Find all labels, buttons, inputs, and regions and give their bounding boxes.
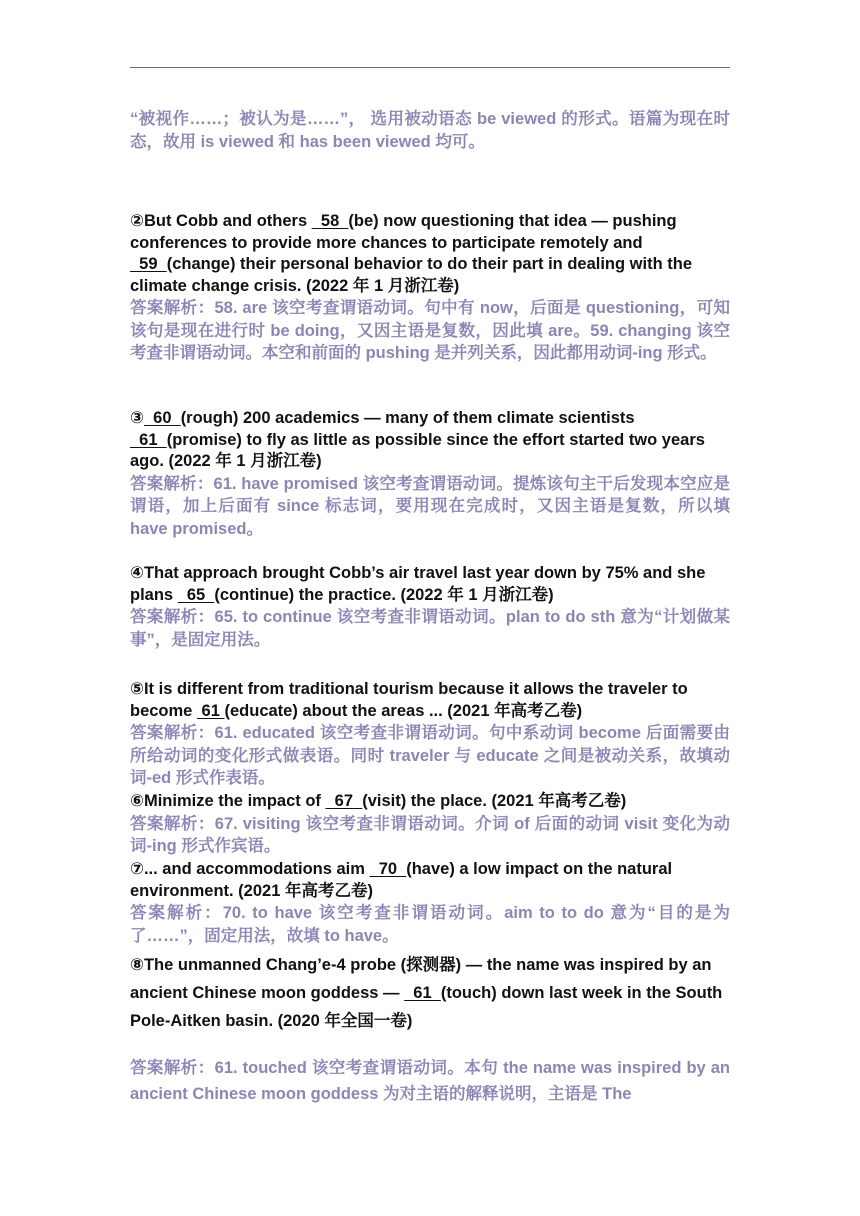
answer-blank: 67 <box>325 792 363 810</box>
answer-text: 答案解析：61. touched 该空考查谓语动词。本句 the name was inspired by an ancient Chinese moon goddess 为对主语的解释说明，主语是 The <box>130 1059 730 1103</box>
item-8 <box>130 951 730 1107</box>
question-segment: (have) a low impact on the natural environment. (2021 年高考乙卷) <box>130 860 673 900</box>
answer-text: 答案解析：70. to have 该空考查非谓语动词。aim to to do 意为“目的是为了……”，固定用法，故填 to have。 <box>130 904 730 945</box>
answer-text: 答案解析：67. visiting 该空考查非谓语动词。介词 of 后面的动词 visit 变化为动词-ing 形式作宾语。 <box>130 814 730 855</box>
answer-blank: 58 <box>311 212 349 230</box>
answer-text: 答案解析：61. educated 该空考查非谓语动词。句中系动词 become 后面需要由所给动词的变化形式做表语。同时 traveler 与 educate 之间是被动关系，故填动词-ed 形式作表语。 <box>130 724 730 787</box>
item-3 <box>130 408 730 540</box>
answer-text: 答案解析：58. are 该空考查谓语动词。句中有 now，后面是 questioning，可知该句是现在进行时 be doing，又因主语是复数，因此填 are。59. changing 该空考查非谓语动词。本空和前面的 pushing 是并列关系，因此都用动词-ing 形式。 <box>130 299 730 362</box>
question-segment: ⑧The unmanned Chang’e-4 probe (探测器) — the name was inspired by an ancient Chinese moon goddess — <box>130 956 712 1002</box>
answer-text: “被视作……；被认为是……”， 选用被动语态 be viewed 的形式。语篇为现在时态，故用 is viewed 和 has been viewed 均可。 <box>130 110 730 151</box>
question-text <box>130 211 730 297</box>
question-segment: (rough) 200 academics — many of them climate scientists <box>180 409 635 427</box>
answer-blank: 70 <box>369 860 407 878</box>
answer-text: 答案解析：61. have promised 该空考查谓语动词。提炼该句主干后发现本空应是谓语，加上后面有 since 标志词，要用现在完成时，又因主语是复数，所以填 have promised。 <box>130 474 730 538</box>
answer-blank: 61 <box>196 701 225 720</box>
item-4 <box>130 563 730 651</box>
item-2 <box>130 211 730 365</box>
question-text <box>130 791 730 813</box>
top-answer-block <box>130 108 730 153</box>
item-6 <box>130 791 730 858</box>
question-segment: (educate) about the areas ... (2021 年高考乙卷) <box>224 701 583 720</box>
item-7 <box>130 859 730 947</box>
question-segment: (touch) down last week in the South Pole-Aitken basin. (2020 年全国一卷) <box>130 984 723 1030</box>
question-text <box>130 408 730 473</box>
question-segment: (be) now questioning that idea — pushing conferences to provide more chances to participate remotely and <box>130 212 677 252</box>
question-segment: ②But Cobb and others <box>130 212 312 230</box>
question-segment: ③ <box>130 409 144 427</box>
question-text <box>130 951 730 1035</box>
question-segment: (visit) the place. (2021 年高考乙卷) <box>362 792 627 810</box>
question-text <box>130 563 730 606</box>
answer-blank: 61 <box>130 430 167 449</box>
question-segment: ⑥Minimize the impact of <box>130 792 326 810</box>
question-segment: (promise) to fly as little as possible since the effort started two years ago. (2022 年 1 月浙江卷) <box>130 430 705 470</box>
answer-text: 答案解析：65. to continue 该空考查非谓语动词。plan to do sth 意为“计划做某事”，是固定用法。 <box>130 608 730 649</box>
question-text <box>130 859 730 902</box>
answer-blank: 65 <box>177 585 215 604</box>
answer-blank: 59 <box>130 255 167 273</box>
question-text <box>130 679 730 722</box>
question-segment: ⑦... and accommodations aim <box>130 860 370 878</box>
header-rule <box>130 67 730 68</box>
item-5 <box>130 679 730 790</box>
question-segment: (continue) the practice. (2022 年 1 月浙江卷) <box>214 585 554 604</box>
question-segment: (change) their personal behavior to do their part in dealing with the climate change crisis. (2022 年 1 月浙江卷) <box>130 255 693 295</box>
answer-blank: 61 <box>404 984 441 1002</box>
question-segment: ⑤It is different from traditional tourism because it allows the traveler to become <box>130 680 688 720</box>
question-segment: ④That approach brought Cobb’s air travel last year down by 75% and she plans <box>130 564 706 604</box>
answer-blank: 60 <box>143 409 181 427</box>
